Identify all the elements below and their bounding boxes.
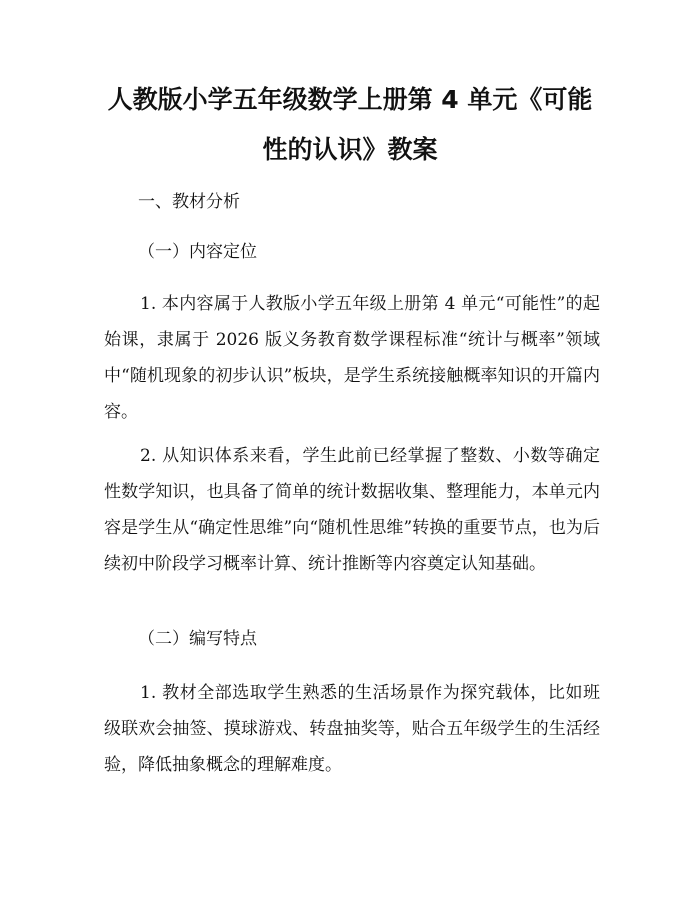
paragraph-content-positioning-1: 1. 本内容属于人教版小学五年级上册第 4 单元“可能性”的起始课，隶属于 2026 版义务教育数学课程标准“统计与概率”领域中“随机现象的初步认识”板块，是学生系统接触概率知识的开篇内容。 [104, 294, 600, 422]
paragraph-writing-features-1: 1. 教材全部选取学生熟悉的生活场景作为探究载体，比如班级联欢会抽签、摸球游戏、转盘抽奖等，贴合五年级学生的生活经验，降低抽象概念的理解难度。 [104, 683, 600, 775]
paragraph-content-positioning-2: 2. 从知识体系来看，学生此前已经掌握了整数、小数等确定性数学知识，也具备了简单的统计数据收集、整理能力，本单元内容是学生从“确定性思维”向“随机性思维”转换的重要节点，也为后续初中阶段学习概率计算、统计推断等内容奠定认知基础。 [104, 446, 600, 574]
document-title-line-1: 人教版小学五年级数学上册第 4 单元《可能 [107, 85, 593, 114]
section-heading-textbook-analysis: 一、教材分析 [138, 192, 240, 212]
subsection-heading-writing-features: （二）编写特点 [138, 629, 257, 649]
document-title-line-2: 性的认识》教案 [262, 135, 438, 164]
subsection-heading-content-positioning: （一）内容定位 [138, 242, 257, 262]
